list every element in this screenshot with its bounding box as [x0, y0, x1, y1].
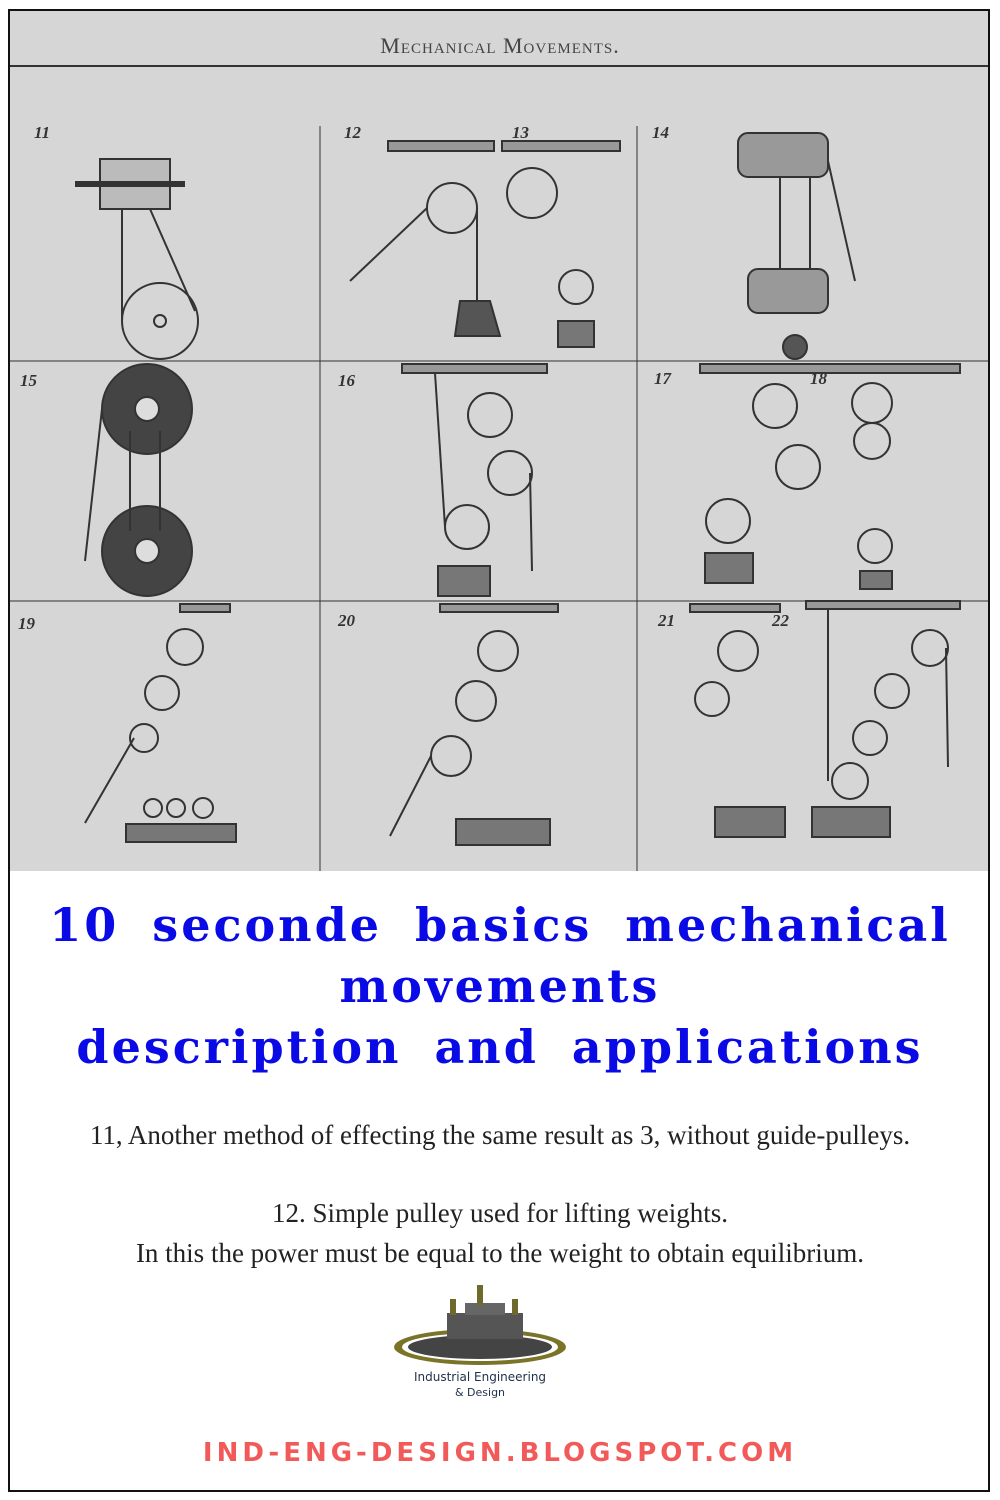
plate-title: Mechanical Movements. — [380, 33, 620, 58]
figure-number: 20 — [338, 611, 355, 630]
headline-line3: description and applications — [76, 1020, 924, 1074]
figure-number: 13 — [512, 123, 529, 142]
figure-number: 11 — [34, 123, 51, 142]
figure-number: 12 — [344, 123, 361, 142]
figure-number: 21 — [658, 611, 675, 630]
poster-border — [8, 9, 990, 1492]
headline-line1: 10 seconde basics mechanical — [49, 898, 951, 952]
figure-number: 22 — [772, 611, 789, 630]
logo-subtext: & Design — [454, 1386, 506, 1399]
description-12-line1: 12. Simple pulley used for lifting weights. — [272, 1198, 728, 1228]
figure-number: 14 — [652, 123, 669, 142]
description-12-line2: In this the power must be equal to the weight to obtain equilibrium. — [135, 1238, 865, 1268]
figure-number: 15 — [20, 371, 37, 390]
figure-number: 16 — [338, 371, 355, 390]
headline-line2: movements — [339, 959, 661, 1013]
blog-url-link[interactable]: IND-ENG-DESIGN.BLOGSPOT.COM — [202, 1438, 798, 1468]
description-11: 11, Another method of effecting the same result as 3, without guide-pulleys. — [89, 1120, 911, 1150]
figure-number: 17 — [654, 369, 671, 388]
figure-number: 18 — [810, 369, 827, 388]
logo-text: Industrial Engineering — [413, 1370, 547, 1384]
figure-number: 19 — [18, 614, 35, 633]
